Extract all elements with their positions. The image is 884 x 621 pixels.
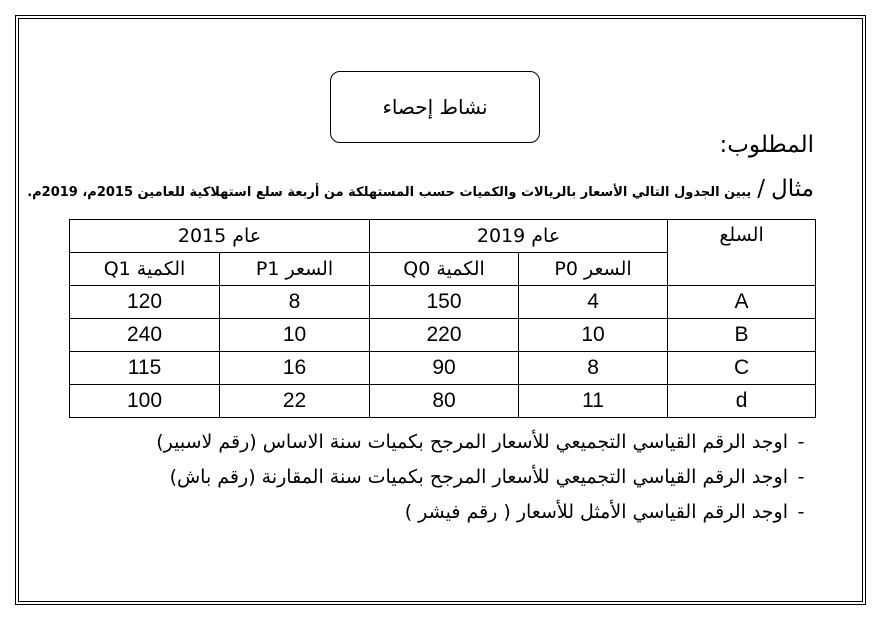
q0-cell: 150	[370, 286, 519, 319]
good-cell: C	[668, 352, 816, 385]
required-label: المطلوب:	[719, 132, 814, 158]
list-item	[156, 425, 814, 460]
table-row	[70, 385, 816, 418]
example-word: مثال	[771, 176, 814, 202]
table-header-row-years	[70, 220, 816, 253]
table-row	[70, 319, 816, 352]
list-item	[156, 495, 814, 530]
example-description: يبين الجدول التالي الأسعار بالريالات والكميات حسب المستهلكة من أربعة سلع استهلاكية للعامين 2015م، 2019م.	[27, 185, 752, 200]
goods-header: السلع	[668, 220, 816, 286]
p0-cell: 10	[519, 319, 668, 352]
q1-cell: 100	[70, 385, 220, 418]
p0-cell: 8	[519, 352, 668, 385]
p1-cell: 8	[220, 286, 370, 319]
p1-cell: 16	[220, 352, 370, 385]
q0-cell: 220	[370, 319, 519, 352]
year-2019-header: عام 2019	[370, 220, 668, 253]
example-slash: /	[757, 176, 766, 202]
q1-header: الكمية Q1	[70, 253, 220, 286]
q1-cell: 240	[70, 319, 220, 352]
p1-cell: 10	[220, 319, 370, 352]
activity-title: نشاط إحصاء	[382, 95, 488, 119]
good-cell: d	[668, 385, 816, 418]
activity-title-box	[330, 71, 540, 143]
good-cell: B	[668, 319, 816, 352]
p0-header: السعر P0	[519, 253, 668, 286]
q1-cell: 120	[70, 286, 220, 319]
list-bullet: -	[797, 431, 805, 453]
p0-cell: 4	[519, 286, 668, 319]
table-row	[70, 352, 816, 385]
list-item	[156, 460, 814, 495]
good-cell: A	[668, 286, 816, 319]
task-text: اوجد الرقم القياسي التجميعي للأسعار المرجح بكميات سنة المقارنة (رقم باش)	[169, 466, 788, 488]
example-line	[27, 176, 814, 202]
p1-header: السعر P1	[220, 253, 370, 286]
task-list	[156, 425, 814, 530]
year-2015-header: عام 2015	[70, 220, 370, 253]
p0-cell: 11	[519, 385, 668, 418]
list-bullet: -	[797, 466, 805, 488]
task-text: اوجد الرقم القياسي الأمثل للأسعار ( رقم فيشر )	[404, 501, 788, 523]
q0-header: الكمية Q0	[370, 253, 519, 286]
q1-cell: 115	[70, 352, 220, 385]
list-bullet: -	[797, 501, 805, 523]
p1-cell: 22	[220, 385, 370, 418]
prices-quantities-table	[69, 219, 816, 418]
task-text: اوجد الرقم القياسي التجميعي للأسعار المرجح بكميات سنة الاساس (رقم لاسبير)	[156, 431, 788, 453]
q0-cell: 80	[370, 385, 519, 418]
table-row	[70, 286, 816, 319]
q0-cell: 90	[370, 352, 519, 385]
